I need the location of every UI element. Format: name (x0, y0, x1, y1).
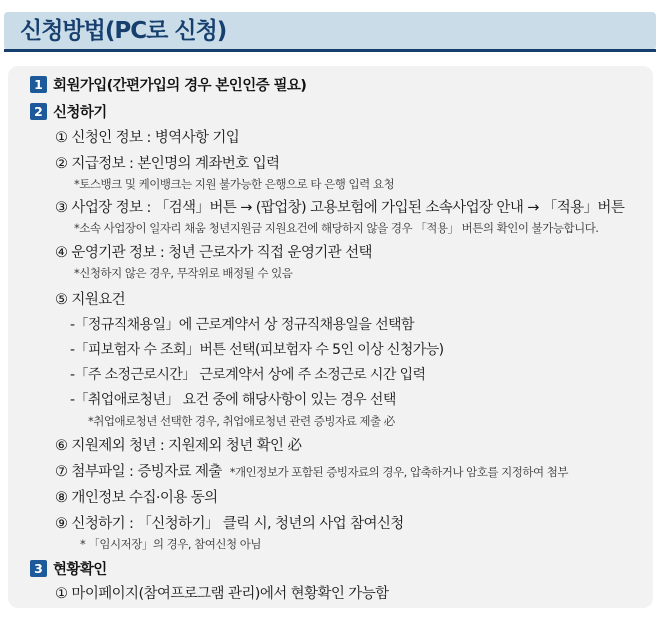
step-5-eligibility: ⑤ 지원요건 (55, 292, 126, 308)
section-1-label: 회원가입(간편가입의 경우 본인인증 필요) (53, 78, 307, 94)
step-5-sub-2: -「피보험자 수 조회」버튼 선택(피보험자 수 5인 이상 신청가능) (70, 342, 444, 358)
step-2-payment-info: ② 지급정보 : 본인명의 계좌번호 입력 (55, 156, 280, 172)
step-5-sub-4: -「취업애로청년」 요건 중에 해당사항이 있는 경우 선택 (70, 392, 396, 408)
step-4-note: *신청하지 않은 경우, 무작위로 배정될 수 있음 (74, 266, 293, 280)
section-2-heading (30, 101, 107, 122)
step-5-sub-3: -「주 소정근로시간」 근로계약서 상에 주 소정근로 시간 입력 (70, 367, 426, 383)
title-banner (4, 12, 656, 50)
status-check-item: ① 마이페이지(참여프로그램 관리)에서 현황확인 가능함 (55, 586, 389, 602)
page-title: 신청방법(PC로 신청) (20, 18, 227, 44)
section-1-heading (30, 74, 306, 95)
section-1-badge: 1 (30, 76, 47, 93)
step-7-inline-note: *개인정보가 포함된 증빙자료의 경우, 압축하거나 암호를 지정하여 첨부 (229, 465, 568, 479)
step-1-applicant-info: ① 신청인 정보 : 병역사항 기입 (55, 130, 240, 146)
section-2-label: 신청하기 (53, 105, 107, 121)
step-6-exclusion: ⑥ 지원제외 청년 : 지원제외 청년 확인 必 (55, 438, 302, 454)
section-3-badge: 3 (30, 560, 47, 577)
section-3-heading (30, 558, 107, 579)
step-3-workplace-info: ③ 사업장 정보 : 「검색」버튼 → (팝업창) 고용보험에 가입된 소속사업장 안내 → 「적용」버튼 (55, 200, 625, 216)
step-5-note: *취업애로청년 선택한 경우, 취업애로청년 관련 증빙자료 제출 必 (88, 414, 395, 428)
step-2-note: *토스뱅크 및 케이뱅크는 지원 불가능한 은행으로 타 은행 입력 요청 (74, 177, 395, 191)
step-9-note: * 「임시저장」의 경우, 참여신청 아님 (80, 537, 261, 551)
section-3-label: 현황확인 (53, 562, 107, 578)
content-panel (8, 66, 653, 608)
step-3-note: *소속 사업장이 일자리 채움 청년지원금 지원요건에 해당하지 않을 경우 「적용」 버튼의 확인이 불가능합니다. (74, 221, 599, 235)
step-9-submit: ⑨ 신청하기 : 「신청하기」 클릭 시, 청년의 사업 참여신청 (55, 516, 404, 532)
title-underline (4, 49, 656, 52)
step-7-attachments (55, 460, 568, 481)
step-5-sub-1: -「정규직채용일」에 근로계약서 상 정규직채용일을 선택함 (70, 317, 414, 333)
step-4-operator-info: ④ 운영기관 정보 : 청년 근로자가 직접 운영기관 선택 (55, 245, 372, 261)
section-2-badge: 2 (30, 103, 47, 120)
step-8-privacy-consent: ⑧ 개인정보 수집·이용 동의 (55, 490, 218, 506)
step-7-text: ⑦ 첨부파일 : 증빙자료 제출 (55, 464, 222, 480)
